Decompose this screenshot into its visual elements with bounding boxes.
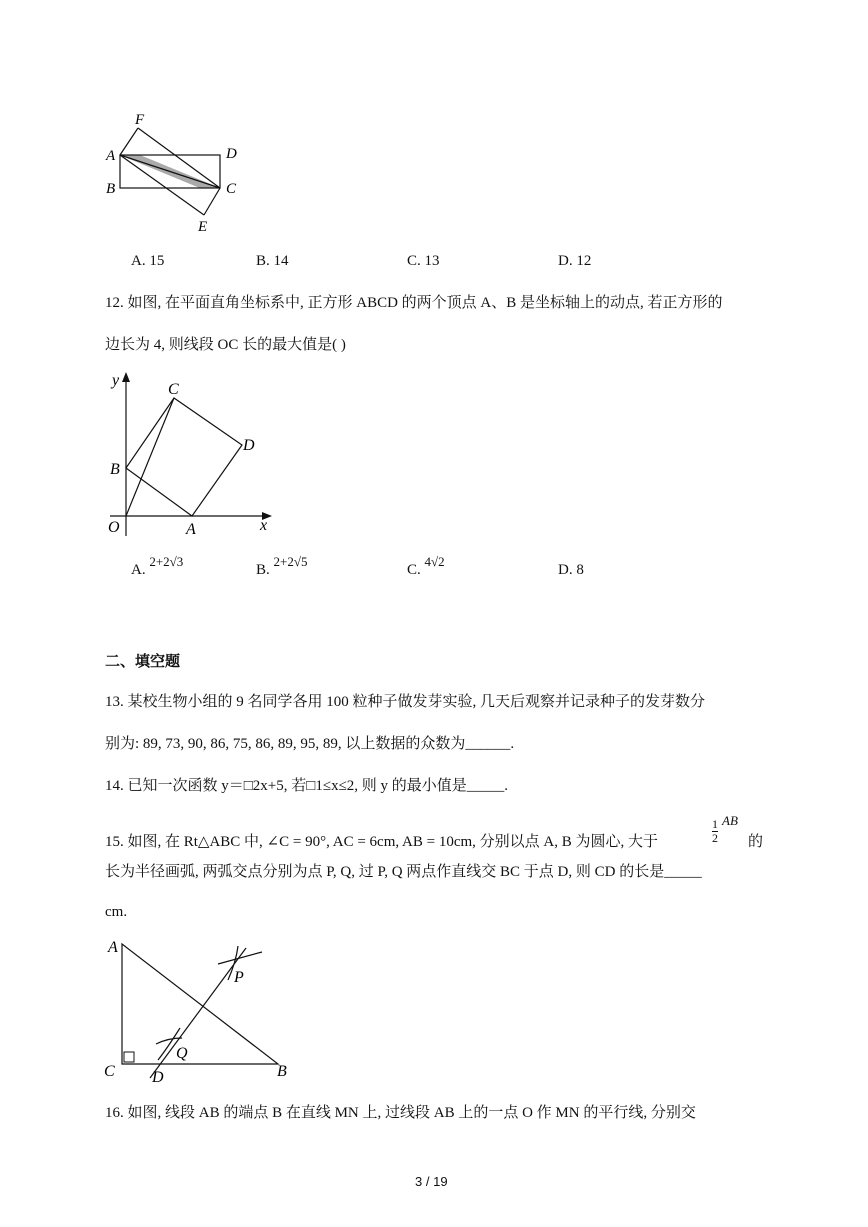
fig12-label-o: O [108,519,120,536]
fig15-label-b: B [277,1063,287,1080]
fig11-label-c: C [226,181,237,197]
fig12-label-a: A [186,521,196,538]
q15-fraction-half: $\frac{1}{2}$ $^{AB}$ [712,813,738,845]
page-number: 3 / 19 [415,1174,448,1189]
fig11-label-f: F [135,112,145,128]
fig15-label-p: P [234,969,244,986]
q11-option-d: D. 12 [558,253,592,269]
fig11-label-e: E [198,219,208,235]
q13-text-line1: 13. 某校生物小组的 9 名同学各用 100 粒种子做发芽实验, 几天后观察并记录种子的发芽数分 [105,694,706,710]
fig11-label-a: A [106,148,116,164]
figure-q15 [100,932,300,1082]
fig12-label-x: x [260,517,268,534]
q16-text-line1: 16. 如图, 线段 AB 的端点 B 在直线 MN 上, 过线段 AB 上的一点 O 作 MN 的平行线, 分别交 [105,1105,696,1121]
fig15-label-c: C [104,1063,115,1080]
fig15-label-d: D [152,1069,164,1082]
q15-text-line1-end: 的 [748,834,764,850]
q11-option-a: A. 15 [131,253,165,269]
q14-text: 14. 已知一次函数 y＝□2x+5, 若□1≤x≤2, 则 y 的最小值是_____. [105,778,509,794]
section-heading: 二、填空题 [105,652,181,670]
fig15-label-q: Q [176,1045,188,1062]
fig12-label-b: B [110,461,120,478]
fig11-label-d: D [226,146,237,162]
q12-option-c: C. 4√2 [407,554,445,578]
fig15-label-a: A [108,939,118,956]
q15-text-line3: cm. [105,904,128,920]
fig12-label-y: y [112,372,120,389]
q12-option-d: D. 8 [558,562,584,578]
q12-text-line1: 12. 如图, 在平面直角坐标系中, 正方形 ABCD 的两个顶点 A、B 是坐标轴上的动点, 若正方形的 [105,295,723,311]
fig12-label-d: D [243,437,255,454]
q12-option-b: B. 2+2√5 [256,554,308,578]
fig12-label-c: C [168,381,179,398]
q11-option-c: C. 13 [407,253,440,269]
q12-option-a: A. 2+2√3 [131,554,184,578]
q13-text-line2: 别为: 89, 73, 90, 86, 75, 86, 89, 95, 89, 以上数据的众数为______. [105,736,515,752]
fig11-label-b: B [106,181,116,197]
q11-option-b: B. 14 [256,253,289,269]
figure-q12 [100,368,280,538]
q15-text-line1: 15. 如图, 在 Rt△ABC 中, ∠C = 90°, AC = 6cm, AB = 10cm, 分别以点 A, B 为圆心, 大于 [105,834,659,850]
q15-text-line2: 长为半径画弧, 两弧交点分别为点 P, Q, 过 P, Q 两点作直线交 BC 于点 D, 则 CD 的长是_____ [105,864,702,880]
figure-q11 [100,108,260,238]
q12-text-line2: 边长为 4, 则线段 OC 长的最大值是( ) [105,337,346,353]
